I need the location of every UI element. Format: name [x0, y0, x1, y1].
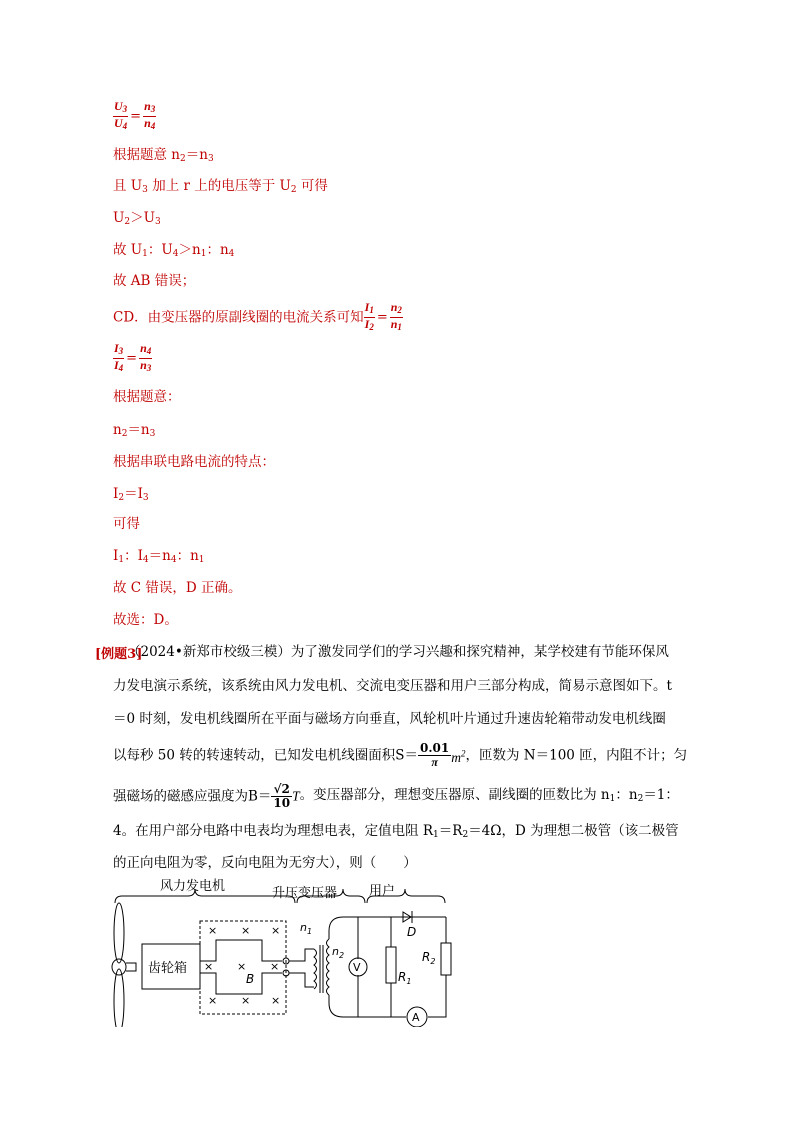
label-B: B [246, 972, 255, 986]
solution-line-14: $I_1$：$I_4=n_4$：$n_1$ [113, 548, 205, 565]
resistor-r1 [386, 947, 396, 983]
label-A: A [412, 1011, 420, 1024]
resistor-r2 [441, 943, 451, 975]
label-gearbox: 齿轮箱 [148, 961, 188, 976]
solution-line-11: 根据串联电路电流的特点： [113, 454, 275, 470]
label-R2: $R_2$ [422, 950, 436, 966]
label-user: 用户 [369, 884, 396, 899]
solution-line-15: 故 C 错误，D 正确。 [113, 580, 242, 596]
solution-line-2: 根据题意 $n_2=n_3$ [113, 147, 214, 164]
label-transformer: 升压变压器 [272, 886, 338, 901]
svg-text:×: × [208, 924, 218, 937]
example-tag: [例题3] [95, 647, 143, 662]
windmill-icon [112, 903, 136, 1027]
label-n2: $n_2$ [332, 945, 345, 960]
label-R1: $R_1$ [398, 970, 412, 986]
question-line-6: 4。在用户部分电路中电表均为理想电表，定值电阻 $R_1=R_2=4\Omega$，D 为理想二极管（该二极管 [113, 823, 679, 840]
svg-text:×: × [204, 960, 214, 973]
svg-text:×: × [271, 994, 281, 1007]
svg-text:×: × [237, 960, 247, 973]
label-V: V [353, 961, 361, 974]
secondary-coil [327, 939, 330, 995]
solution-line-16: 故选：D。 [113, 612, 178, 628]
question-line-7: 的正向电阻为零，反向电阻为无穷大），则（ ） [113, 855, 417, 871]
question-line-4: 以每秒 50 转的转速转动，已知发电机线圈面积S＝ $\frac{0.01}{\pi}$ $m^2$，匝数为 N＝100 匝，内阻不计；匀 [113, 741, 688, 769]
solution-line-3: 且 $U_3$ 加上 r 上的电压等于 $U_2$ 可得 [113, 178, 328, 195]
solution-line-7: CD．由变压器的原副线圈的电流关系可知 $\frac{I_1}{I_2}$ = $\frac{n_2}{n_1}$ [113, 300, 402, 332]
solution-line-4: $U_2>U_3$ [113, 210, 161, 227]
solution-line-9: 根据题意： [113, 389, 181, 405]
label-generator: 风力发电机 [160, 879, 226, 894]
label-D: D [407, 925, 417, 939]
question-line-1: （2024•新郑市校级三模）为了激发同学们的学习兴趣和探究精神，某学校建有节能环保风 [127, 644, 669, 660]
solution-line-6: 故 AB 错误； [113, 273, 196, 289]
field-crosses [204, 924, 280, 1007]
svg-text:×: × [271, 924, 281, 937]
solution-line-10: $n_2=n_3$ [113, 422, 156, 439]
question-line-5: 强磁场的磁感应强度为B＝ $\frac{√2}{10}$ T。变压器部分，理想变压器原、副线圈的匝数比为 $n_1$：$n_2=1$： [113, 782, 679, 810]
equation-u3-u4: $\frac{U_3}{U_4}$ = $\frac{n_3}{n_4}$ [114, 99, 156, 131]
solution-line-12: $I_2=I_3$ [113, 486, 149, 503]
label-n1: $n_1$ [300, 921, 313, 936]
equation-i3-i4: $\frac{I_3}{I_4}$ = $\frac{n_4}{n_3}$ [114, 341, 152, 373]
svg-text:×: × [241, 924, 251, 937]
question-line-3: ＝0 时刻，发电机线圈所在平面与磁场方向垂直，风轮机叶片通过升速齿轮箱带动发电机线圈 [113, 711, 666, 727]
primary-coil [314, 949, 317, 989]
svg-text:×: × [270, 960, 280, 973]
question-line-2: 力发电演示系统，该系统由风力发电机、交流电变压器和用户三部分构成，简易示意图如下。t [113, 678, 672, 694]
svg-text:×: × [241, 994, 251, 1007]
solution-line-5: 故 $U_1$：$U_4>n_1$：$n_4$ [113, 242, 235, 259]
solution-line-13: 可得 [113, 516, 140, 532]
circuit-diagram [100, 877, 460, 1027]
svg-text:×: × [208, 994, 218, 1007]
